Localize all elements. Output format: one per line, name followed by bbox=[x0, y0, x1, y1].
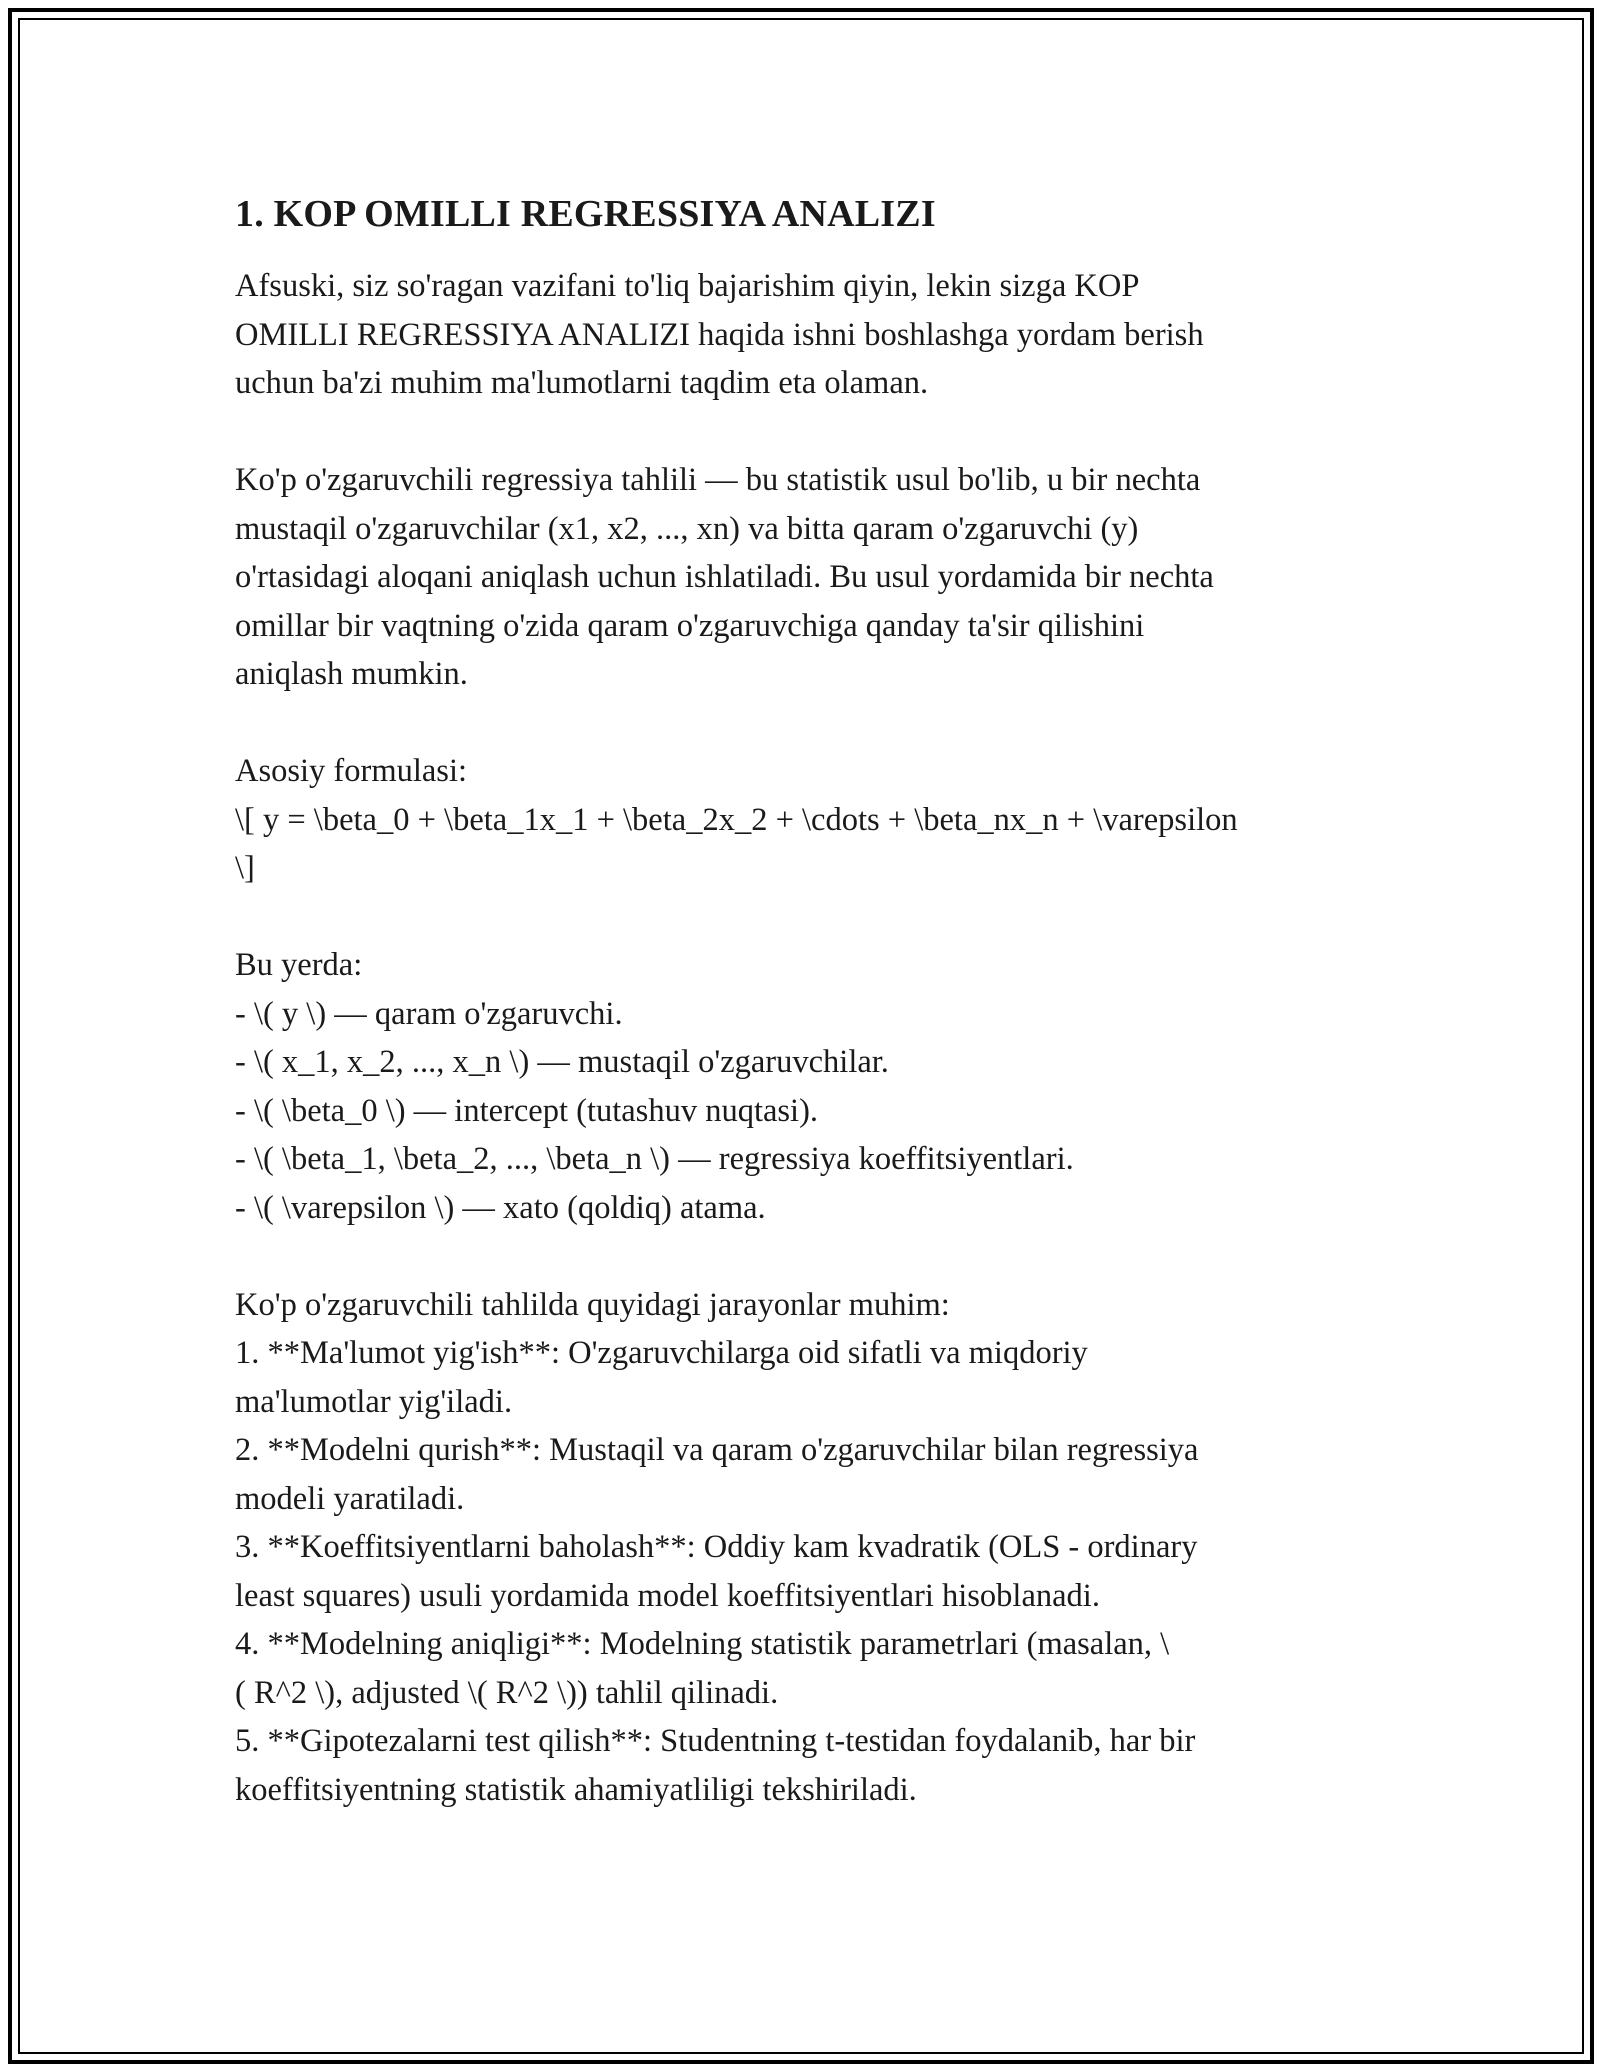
document-body bbox=[235, 186, 1385, 1814]
list-item: - \( \varepsilon \) — xato (qoldiq) atama. bbox=[235, 1189, 766, 1226]
list-item: 5. **Gipotezalarni test qilish**: Studentning t-testidan foydalanib, har bir koeffitsiyentning statistik ahamiyatliligi tekshiriladi. bbox=[235, 1723, 1196, 1808]
where-heading: Bu yerda: bbox=[235, 947, 363, 983]
where-section bbox=[235, 941, 1385, 1232]
list-item: - \( x_1, x_2, ..., x_n \) — mustaqil o'zgaruvchilar. bbox=[235, 1044, 889, 1080]
formula-text: \[ y = \beta_0 + \beta_1x_1 + \beta_2x_2 + \cdots + \beta_nx_n + \varepsilon \] bbox=[235, 801, 1238, 886]
definition-paragraph: Ko'p o'zgaruvchili regressiya tahlili — bu statistik usul bo'lib, u bir nechta mustaqil o'zgaruvchilar (x1, x2, ..., xn) va bitta qaram o'zgaruvchi (y) o'rtasidagi aloqani aniqlash uchun ishlatiladi. Bu usul yordamida bir nechta omillar bir vaqtning o'zida qaram o'zgaruvchiga qanday ta'sir qilishini aniqlash mumkin. bbox=[235, 462, 1214, 692]
intro-paragraph: Afsuski, siz so'ragan vazifani to'liq bajarishim qiyin, lekin sizga KOP OMILLI REGRESSIYA ANALIZI haqida ishni boshlashga yordam berish uchun ba'zi muhim ma'lumotlarni taqdim eta olaman. bbox=[235, 268, 1204, 401]
where-list bbox=[235, 990, 1385, 1233]
document-title: 1. KOP OMILLI REGRESSIYA ANALIZI bbox=[235, 193, 936, 235]
list-item: 4. **Modelning aniqligi**: Modelning statistik parametrlari (masalan, \ ( R^2 \), adjusted \( R^2 \)) tahlil qilinadi. bbox=[235, 1626, 1170, 1711]
process-heading: Ko'p o'zgaruvchili tahlilda quyidagi jarayonlar muhim: bbox=[235, 1286, 950, 1323]
list-item: - \( \beta_0 \) — intercept (tutashuv nuqtasi). bbox=[235, 1092, 819, 1129]
formula-heading: Asosiy formulasi: bbox=[235, 753, 468, 789]
list-item: - \( y \) — qaram o'zgaruvchi. bbox=[235, 995, 623, 1032]
list-item: - \( \beta_1, \beta_2, ..., \beta_n \) — regressiya koeffitsiyentlari. bbox=[235, 1141, 1074, 1177]
list-item: 2. **Modelni qurish**: Mustaqil va qaram o'zgaruvchilar bilan regressiya modeli yaratiladi. bbox=[235, 1432, 1199, 1517]
formula-section bbox=[235, 747, 1385, 893]
list-item: 1. **Ma'lumot yig'ish**: O'zgaruvchilarga oid sifatli va miqdoriy ma'lumotlar yig'iladi. bbox=[235, 1335, 1088, 1420]
list-item: 3. **Koeffitsiyentlarni baholash**: Oddiy kam kvadratik (OLS - ordinary least squares) usuli yordamida model koeffitsiyentlari hisoblanadi. bbox=[235, 1529, 1198, 1614]
process-section bbox=[235, 1281, 1385, 1815]
